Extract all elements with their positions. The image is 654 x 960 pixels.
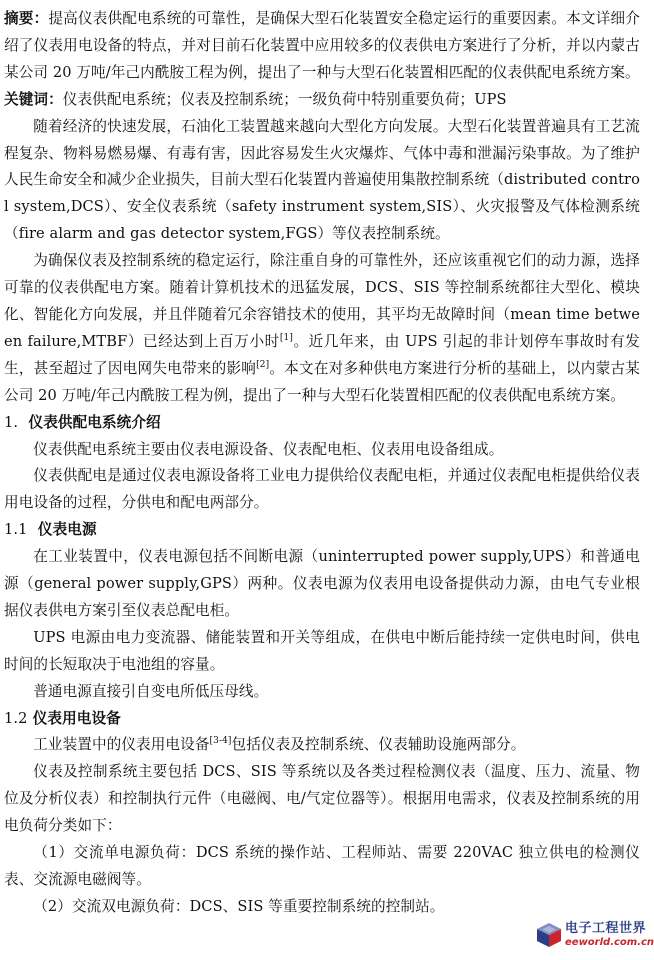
section-1-1-heading <box>4 517 640 544</box>
intro-paragraph-1: 随着经济的快速发展，石油化工装置越来越向大型化方向发展。大型石化装置普遍具有工艺流程复杂、物料易燃易爆、有毒有害，因此容易发生火灾爆炸、气体中毒和泄漏污染事故。为了维护人民生命安全和减少企业损失，目前大型石化装置内普遍使用集散控制系统（distributed control system,DCS）、安全仪表系统（safety instrument system,SIS）、火灾报警及气体检测系统（fire alarm and gas detector system,FGS）等仪表控制系统。 <box>4 117 640 243</box>
section-1-2-paragraph-1 <box>4 732 640 759</box>
watermark-name-cn: 电子工程世界 <box>565 921 647 937</box>
section-1-title: 仪表供配电系统介绍 <box>28 413 161 431</box>
citation-2[interactable]: [2] <box>256 359 270 370</box>
keywords-label: 关键词： <box>4 90 63 108</box>
load-list-item-1: （1）交流单电源负荷：DCS 系统的操作站、工程师站、需要 220VAC 独立供电的检测仪表、交流源电磁阀等。 <box>4 844 640 888</box>
load-list-item-2: （2）交流双电源负荷：DCS、SIS 等重要控制系统的控制站。 <box>33 897 445 915</box>
section-1-paragraph-2: 仪表供配电是通过仪表电源设备将工业电力提供给仪表配电柜，并通过仪表配电柜提供给仪表用电设备的过程，分供电和配电两部分。 <box>4 467 640 512</box>
eeworld-watermark <box>535 914 654 956</box>
section-1-1-title: 仪表电源 <box>37 521 97 539</box>
cube-logo-icon <box>535 921 563 949</box>
section-1-1-number: 1.1 <box>4 521 28 539</box>
keywords <box>4 87 640 114</box>
intro-p2-text-c: 。本文在对多种供电方案进行分析的基础上，以内蒙古某公司 20 万吨/年己内酰胺工程为例，提出了一种与大型石化装置相匹配的仪表供配电系统方案。 <box>4 359 640 404</box>
abstract-label: 摘要： <box>4 10 49 27</box>
section-1-2-p1-text-b: 包括仪表及控制系统、仪表辅助设施两部分。 <box>231 736 526 754</box>
abstract <box>4 6 640 87</box>
citation-1[interactable]: [1] <box>279 332 293 343</box>
citation-3-4[interactable]: [3-4] <box>209 736 232 747</box>
section-1-1-paragraph-3: 普通电源直接引自变电所低压母线。 <box>33 682 269 700</box>
intro-p2-text-a: 为确保仪表及控制系统的稳定运行，除注重自身的可靠性外，还应该重视它们的动力源，选择可靠的仪表供配电方案。随着计算机技术的迅猛发展，DCS、SIS 等控制系统都往大型化、模块化、智能化方向发展，并且伴随着冗余容错技术的使用，其平均无故障时间（mean time between failure,MTBF）已经达到上百万小时 <box>4 252 640 350</box>
section-1-2-heading <box>4 706 640 733</box>
intro-p2-text-b: 。近几年来，由 UPS 引起的非计划停车事故时有发生，甚至超过了因电网失电带来的影响 <box>4 332 640 377</box>
section-1-number: 1. <box>4 413 19 431</box>
section-1-1-paragraph-1: 在工业装置中，仪表电源包括不间断电源（uninterrupted power supply,UPS）和普通电源（general power supply,GPS）两种。仪表电源为仪表用电设备提供动力源，由电气专业根据仪表供电方案引至仪表总配电柜。 <box>4 548 640 619</box>
intro-paragraph-2 <box>4 248 640 409</box>
section-1-2-title: 仪表用电设备 <box>32 709 121 727</box>
section-1-paragraph-1: 仪表供配电系统主要由仪表电源设备、仪表配电柜、仪表用电设备组成。 <box>33 440 504 458</box>
watermark-name-en: eeworld.com.cn <box>565 936 654 948</box>
keywords-text: 仪表供配电系统；仪表及控制系统；一级负荷中特别重要负荷；UPS <box>62 90 507 108</box>
section-1-2-paragraph-2: 仪表及控制系统主要包括 DCS、SIS 等系统以及各类过程检测仪表（温度、压力、流量、物位及分析仪表）和控制执行元件（电磁阀、电/气定位器等）。根据用电需求，仪表及控制系统的用电负荷分类如下： <box>4 763 640 835</box>
section-1-2-number: 1.2 <box>4 709 28 727</box>
section-1-heading <box>4 410 640 437</box>
abstract-text: 提高仪表供配电系统的可靠性，是确保大型石化装置安全稳定运行的重要因素。本文详细介绍了仪表用电设备的特点，并对目前石化装置中应用较多的仪表供电方案进行了分析，并以内蒙古某公司 20 万吨/年己内酰胺工程为例，提出了一种与大型石化装置相匹配的仪表供配电系统方案。 <box>4 10 640 81</box>
section-1-2-p1-text-a: 工业装置中的仪表用电设备 <box>33 736 210 754</box>
section-1-1-paragraph-2: UPS 电源由电力变流器、储能装置和开关等组成，在供电中断后能持续一定供电时间，供电时间的长短取决于电池组的容量。 <box>4 628 640 673</box>
